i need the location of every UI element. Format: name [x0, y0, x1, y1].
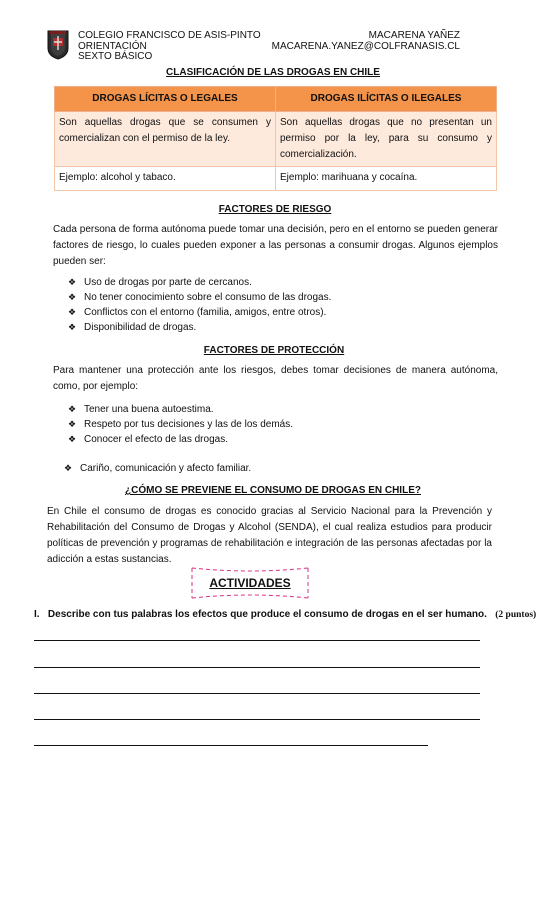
list-item: ❖ Cariño, comunicación y afecto familiar. [64, 463, 252, 474]
legal-definition: Son aquellas drogas que se consumen y comercializan con el permiso de la ley. [55, 112, 276, 167]
diamond-bullet-icon: ❖ [64, 463, 73, 473]
protection-title: FACTORES DE PROTECCIÓN [203, 345, 345, 356]
risk-intro: Cada persona de forma autónoma puede tomar una decisión, pero en el entorno se pueden generar factores de riesgo, lo cuales pueden exponer a las personas a consumir drogas. Algunos ejemplos pueden ser: [53, 224, 498, 267]
protection-intro: Para mantener una protección ante los riesgos, debes tomar decisiones de manera autónoma, como, por ejemplo: [53, 365, 498, 392]
header-teacher-info [272, 31, 460, 52]
grade-name: SEXTO BÁSICO [78, 51, 153, 62]
diamond-bullet-icon: ❖ [68, 277, 77, 287]
school-crest-icon [47, 30, 69, 60]
answer-line[interactable] [34, 745, 428, 746]
activities-title: ACTIVIDADES [209, 576, 291, 590]
column-header-legal: DROGAS LÍCITAS O LEGALES [55, 87, 276, 112]
subject-name: ORIENTACIÓN [78, 40, 147, 52]
diamond-bullet-icon: ❖ [68, 307, 77, 317]
protection-extra-list [64, 461, 251, 476]
column-header-illegal: DROGAS ILÍCITAS O ILEGALES [276, 87, 497, 112]
question-number: I. [34, 609, 40, 620]
diamond-bullet-icon: ❖ [68, 404, 77, 414]
answer-line[interactable] [34, 667, 480, 668]
list-item: ❖ Conflictos con el entorno (familia, amigos, entre otros). [68, 307, 327, 318]
teacher-name: MACARENA YAÑEZ [368, 30, 460, 41]
question-points: (2 puntos) [495, 610, 537, 620]
risk-title: FACTORES DE RIESGO [218, 204, 332, 215]
school-name: COLEGIO FRANCISCO DE ASIS-PINTO [78, 30, 261, 41]
diamond-bullet-icon: ❖ [68, 434, 77, 444]
prevention-text: En Chile el consumo de drogas es conocido gracias al Servicio Nacional para la Prevención y Rehabilitación del Consumo de Drogas y Alcohol (SENDA), el cual realiza estudios para producir políticas de prevención y programas de rehabilitación e integración de las personas afectadas por la adicción a estas sustancias. [47, 506, 492, 565]
list-item: ❖ Uso de drogas por parte de cercanos. [68, 277, 252, 288]
question-1 [34, 609, 536, 620]
risk-list [68, 275, 331, 335]
list-item: ❖ Disponibilidad de drogas. [68, 322, 197, 333]
list-item: ❖ Tener una buena autoestima. [68, 404, 214, 415]
header-school-info [78, 31, 261, 63]
list-item: ❖ Respeto por tus decisiones y las de los demás. [68, 419, 293, 430]
protection-list [68, 402, 293, 447]
diamond-bullet-icon: ❖ [68, 322, 77, 332]
prevention-title: ¿CÓMO SE PREVIENE EL CONSUMO DE DROGAS EN CHILE? [125, 485, 421, 496]
answer-line[interactable] [34, 693, 480, 694]
illegal-definition: Son aquellas drogas que no presentan un permiso por la ley, para su consumo y comercialización. [276, 112, 497, 167]
list-item: ❖ Conocer el efecto de las drogas. [68, 434, 228, 445]
legal-example: Ejemplo: alcohol y tabaco. [55, 167, 276, 191]
classification-table [54, 86, 497, 191]
classification-title: CLASIFICACIÓN DE LAS DROGAS EN CHILE [166, 67, 380, 78]
answer-line[interactable] [34, 640, 480, 641]
diamond-bullet-icon: ❖ [68, 292, 77, 302]
illegal-example: Ejemplo: marihuana y cocaína. [276, 167, 497, 191]
list-item: ❖ No tener conocimiento sobre el consumo de las drogas. [68, 292, 332, 303]
question-text: Describe con tus palabras los efectos que produce el consumo de drogas en el ser humano. [47, 609, 487, 620]
teacher-email: MACARENA.YANEZ@COLFRANASIS.CL [271, 40, 460, 52]
diamond-bullet-icon: ❖ [68, 419, 77, 429]
answer-line[interactable] [34, 719, 480, 720]
